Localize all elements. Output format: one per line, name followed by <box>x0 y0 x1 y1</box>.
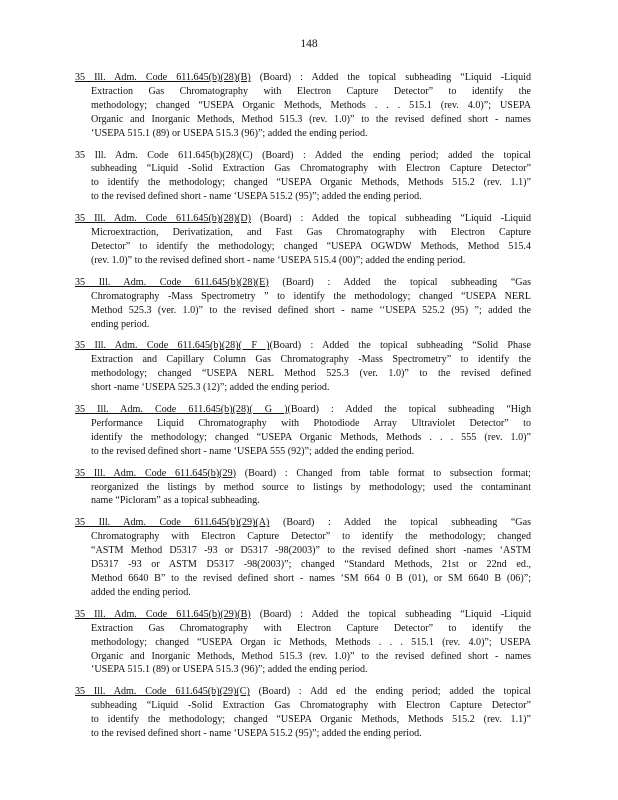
entry-line: Organic and Inorganic Methods, Method 515.3 (rev. 1.0)” to the revised defined short - names <box>91 113 531 125</box>
entry-line: identify the methodology; changed “USEPA Organic Methods, Methods . . . 555 (rev. 1.0)” <box>91 431 531 443</box>
entry-line: Organic and Inorganic Methods, Method 515.3 (rev. 1.0)” to the revised defined short - names <box>91 650 531 662</box>
code-citation: 35 Ill. Adm. Code 611.645(b)(29)(B) <box>75 608 251 620</box>
entry-first-line <box>75 212 531 226</box>
entry-line: to the revised defined short - name ‘USEPA 555 (92)”; added the ending period. <box>91 445 415 457</box>
amendment-entry <box>75 212 531 268</box>
entry-text: (Board) : Added the topical subheading “High <box>287 404 531 416</box>
entry-first-line <box>75 608 531 622</box>
amendment-entry <box>75 685 531 741</box>
entry-line: ending period. <box>91 318 150 330</box>
entry-line: subheading “Liquid -Solid Extraction Gas Chromatography with Electron Capture Detector” <box>91 700 531 712</box>
entry-first-line <box>75 685 531 699</box>
entry-line: “ASTM Method D5317 -93 or D5317 -98(2003)” to the revised defined short -names ‘ASTM <box>91 545 531 557</box>
page-number: 148 <box>300 38 318 50</box>
code-citation: 35 Ill. Adm. Code 611.645(b)(28)(B) <box>75 72 251 83</box>
entry-line: methodology; changed “USEPA Organic Methods, Methods . . . 515.1 (rev. 4.0)”; USEPA <box>91 99 531 111</box>
entry-line: name “Picloram” as a topical subheading. <box>91 495 260 507</box>
entry-line: to identify the methodology; changed “USEPA Organic Methods, Methods 515.2 (rev. 1.1)” <box>91 714 531 726</box>
code-citation: 35 Ill. Adm. Code 611.645(b)(28)( G ) <box>75 404 288 416</box>
entry-text: (Board) : Changed from table format to subsection format; <box>236 467 531 479</box>
entry-text: (Board) : Added the topical subheading “Liquid -Liquid <box>251 213 532 225</box>
entry-text: (Board) : Added the topical subheading “Liquid -Liquid <box>250 608 531 620</box>
entry-line: Method 525.3 (ver. 1.0)” to the revised defined short - name ‘‘USEPA 525.2 (95) ”; added the <box>91 304 531 316</box>
amendment-entry <box>75 71 531 141</box>
entry-line: reorganized the listings by method source to listings by methodology; used the contaminant <box>91 481 531 493</box>
entry-line: ‘USEPA 515.1 (89) or USEPA 515.3 (96)”; added the ending period. <box>91 664 368 676</box>
entry-line: added the ending period. <box>91 586 191 598</box>
entry-text: (Board) : Added the topical subheading “Gas <box>268 276 531 288</box>
entry-first-line <box>75 403 531 417</box>
entry-line: Detector” to identify the methodology; changed “USEPA OGWDW Methods, Method 515.4 <box>91 240 531 252</box>
entry-first-line <box>75 71 531 85</box>
amendment-entry <box>75 339 531 395</box>
entry-line: Performance Liquid Chromatography with Photodiode Array Ultraviolet Detector” to <box>91 417 531 429</box>
entry-line: subheading “Liquid -Solid Extraction Gas Chromatography with Electron Capture Detector” <box>91 163 531 175</box>
entry-line: (rev. 1.0)” to the revised defined short - name ‘USEPA 515.4 (00)”; added the ending period. <box>91 254 466 266</box>
amendment-entry <box>75 467 531 509</box>
entry-line: short -name ‘USEPA 525.3 (12)”; added the ending period. <box>91 382 330 394</box>
entry-line: Extraction Gas Chromatography with Electron Capture Detector” to identify the <box>91 85 531 97</box>
entry-first-line <box>75 149 531 163</box>
entry-text: (Board) : Added the topical subheading “Solid Phase <box>269 340 531 352</box>
amendment-entry <box>75 608 531 678</box>
code-citation: 35 Ill. Adm. Code 611.645(b)(28)(E) <box>75 276 269 288</box>
amendment-entry <box>75 276 531 332</box>
entry-first-line <box>75 276 531 290</box>
entry-text: (Board) : Added the topical subheading “Liquid -Liquid <box>250 72 531 83</box>
entry-line: to the revised defined short - name ‘USEPA 515.2 (95)”; added the ending period. <box>91 728 422 740</box>
entry-line: methodology; changed “USEPA Organ ic Methods, Methods . . . 515.1 (rev. 4.0)”; USEPA <box>91 636 531 648</box>
entry-line: D5317 -93 or ASTM D5317 -98(2003)”; changed “Standard Methods, 21st or 22nd ed., <box>91 559 531 571</box>
code-citation: 35 Ill. Adm. Code 611.645(b)(29)(C) <box>75 686 250 698</box>
entry-line: Chromatography with Electron Capture Detector” to identify the methodology; changed <box>91 531 531 543</box>
amendment-entry <box>75 516 531 599</box>
entry-line: Chromatography -Mass Spectrometry ” to identify the methodology; changed “USEPA NERL <box>91 290 531 302</box>
entry-line: to identify the methodology; changed “USEPA Organic Methods, Methods 515.2 (rev. 1.1)” <box>91 177 531 189</box>
entry-line: methodology; changed “USEPA NERL Method 525.3 (ver. 1.0)” to the revised defined <box>91 368 531 380</box>
entry-text: (Board) : Added the topical subheading “Gas <box>269 517 532 529</box>
entry-line: Extraction Gas Chromatography with Electron Capture Detector” to identify the <box>91 622 531 634</box>
code-citation: 35 Ill. Adm. Code 611.645(b)(28)(D) <box>75 213 252 225</box>
code-citation: 35 Ill. Adm. Code 611.645(b)(29) <box>75 467 236 479</box>
entry-first-line <box>75 339 531 353</box>
entry-first-line <box>75 467 531 481</box>
entry-line: ‘USEPA 515.1 (89) or USEPA 515.3 (96)”; added the ending period. <box>91 127 368 139</box>
entry-line: Microextraction, Derivatization, and Fast Gas Chromatography with Electron Capture <box>91 227 531 239</box>
entry-text: (Board) : Add ed the ending period; added the topical <box>249 686 531 698</box>
code-citation: 35 Ill. Adm. Code 611.645(b)(28)( F ) <box>75 340 270 352</box>
amendment-list <box>75 71 531 749</box>
amendment-entry <box>75 149 531 205</box>
entry-first-line <box>75 516 531 530</box>
entry-line: Method 6640 B” to the revised defined short - names ‘SM 664 0 B (01), or SM 6640 B (06)”; <box>91 573 531 584</box>
entry-line: Extraction and Capillary Column Gas Chromatography -Mass Spectrometry” to identify the <box>91 354 531 366</box>
code-citation: 35 Ill. Adm. Code 611.645(b)(29)(A) <box>75 517 270 529</box>
entry-line: to the revised defined short - name ‘USEPA 515.2 (95)”; added the ending period. <box>91 191 422 203</box>
amendment-entry <box>75 403 531 459</box>
entry-text: 35 Ill. Adm. Code 611.645(b)(28)(C) (Board) : Added the ending period; added the topical <box>75 149 531 161</box>
